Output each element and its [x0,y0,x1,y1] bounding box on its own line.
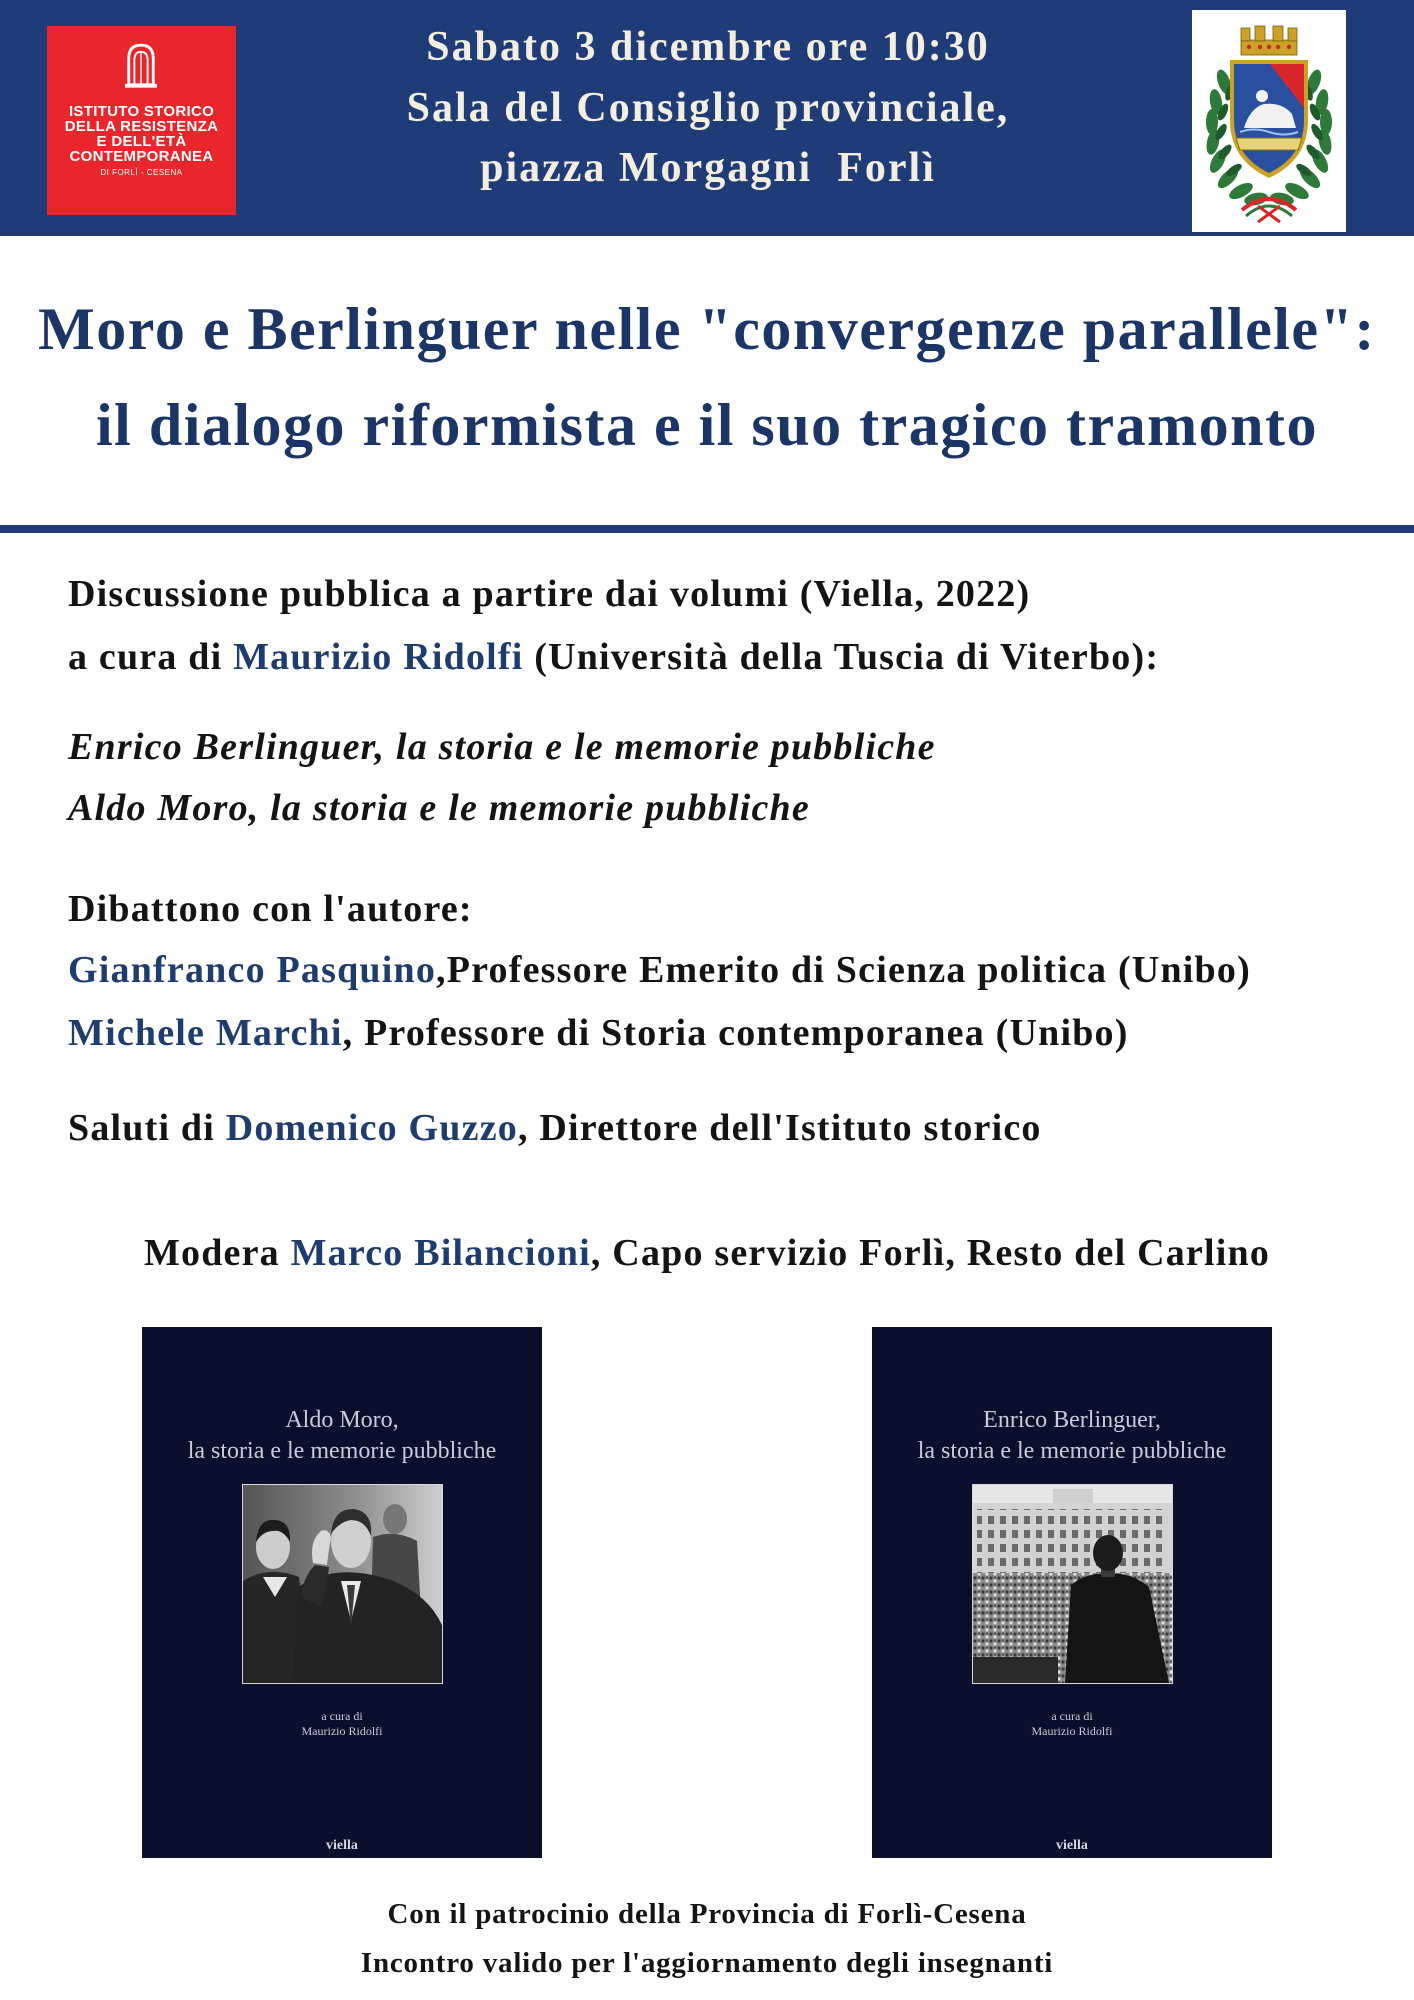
logo-line: CONTEMPORANEA [69,148,214,165]
cover-title-line-1: Aldo Moro, [285,1407,399,1433]
intro-line: Discussione pubblica a partire dai volumi (Viella, 2022) [68,573,1031,615]
discussant-role: , Professore di Storia contemporanea (Unibo) [342,1012,1129,1054]
cover-photo-moro [243,1485,442,1683]
logo-text [47,104,236,164]
cover-publisher: viella [326,1838,358,1853]
arch-door-icon [124,40,158,90]
moderator-line [0,1230,1414,1276]
teacher-credit-line: Incontro valido per l'aggiornamento degli insegnanti [360,1947,1054,1979]
cover-curated-label: a cura di [1051,1709,1093,1723]
moderator-prefix: Modera [143,1232,291,1274]
cover-curator: Maurizio Ridolfi [1031,1724,1113,1738]
cover-curator: Maurizio Ridolfi [301,1724,383,1738]
logo-line: DELLA RESISTENZA [64,118,219,135]
divider-rule [0,525,1414,533]
logo-line: ISTITUTO STORICO [68,103,215,120]
discussant-name: Gianfranco Pasquino [68,949,437,991]
curator-name: Maurizio Ridolfi [233,636,524,678]
book-cover-moro [142,1327,542,1858]
greetings-prefix: Saluti di [68,1107,226,1149]
logo-line: E DELL'ETÀ [96,133,187,150]
cover-photo-berlinguer [973,1485,1172,1683]
discussant-line [68,947,1251,993]
event-venue-line: Sala del Consiglio provinciale, [406,85,1010,131]
crest-box [1192,10,1346,232]
discussant-line [68,1010,1129,1056]
moderator-role: , Capo servizio Forlì, Resto del Carlino [590,1232,1271,1274]
curator-prefix: a cura di [68,636,234,678]
book-cover-berlinguer [872,1327,1272,1858]
discussants-heading: Dibattono con l'autore: [68,888,473,930]
discussant-role: ,Professore Emerito di Scienza politica (Unibo) [436,949,1251,991]
province-coat-of-arms-icon [1192,10,1346,232]
cover-publisher: viella [1056,1838,1088,1853]
event-address-line: piazza Morgagni Forlì [480,145,936,191]
cover-curated-label: a cura di [321,1709,363,1723]
discussant-name: Michele Marchi [68,1012,343,1054]
logo-subtitle: DI FORLÌ - CESENA [100,168,183,177]
event-date-line: Sabato 3 dicembre ore 10:30 [426,24,990,70]
patronage-line: Con il patrocinio della Provincia di Forlì-Cesena [387,1898,1027,1930]
book-title-berlinguer: Enrico Berlinguer, la storia e le memorie pubbliche [68,726,936,768]
header-band [0,0,1414,236]
greetings-line [68,1105,1042,1151]
institute-logo [47,26,236,215]
moderator-name: Marco Bilancioni [290,1232,591,1274]
book-title-moro: Aldo Moro, la storia e le memorie pubbliche [68,787,810,829]
curator-affiliation: (Università della Tuscia di Viterbo): [523,636,1160,678]
title-line-2: il dialogo riformista e il suo tragico tramonto [96,392,1318,458]
cover-title-line-1: Enrico Berlinguer, [983,1407,1161,1433]
greetings-name: Domenico Guzzo [225,1107,518,1149]
curator-line [68,634,1159,680]
greetings-role: , Direttore dell'Istituto storico [517,1107,1042,1149]
cover-title-line-2: la storia e le memorie pubbliche [187,1438,497,1464]
cover-title-line-2: la storia e le memorie pubbliche [917,1438,1227,1464]
title-line-1: Moro e Berlinguer nelle "convergenze parallele": [38,296,1376,362]
